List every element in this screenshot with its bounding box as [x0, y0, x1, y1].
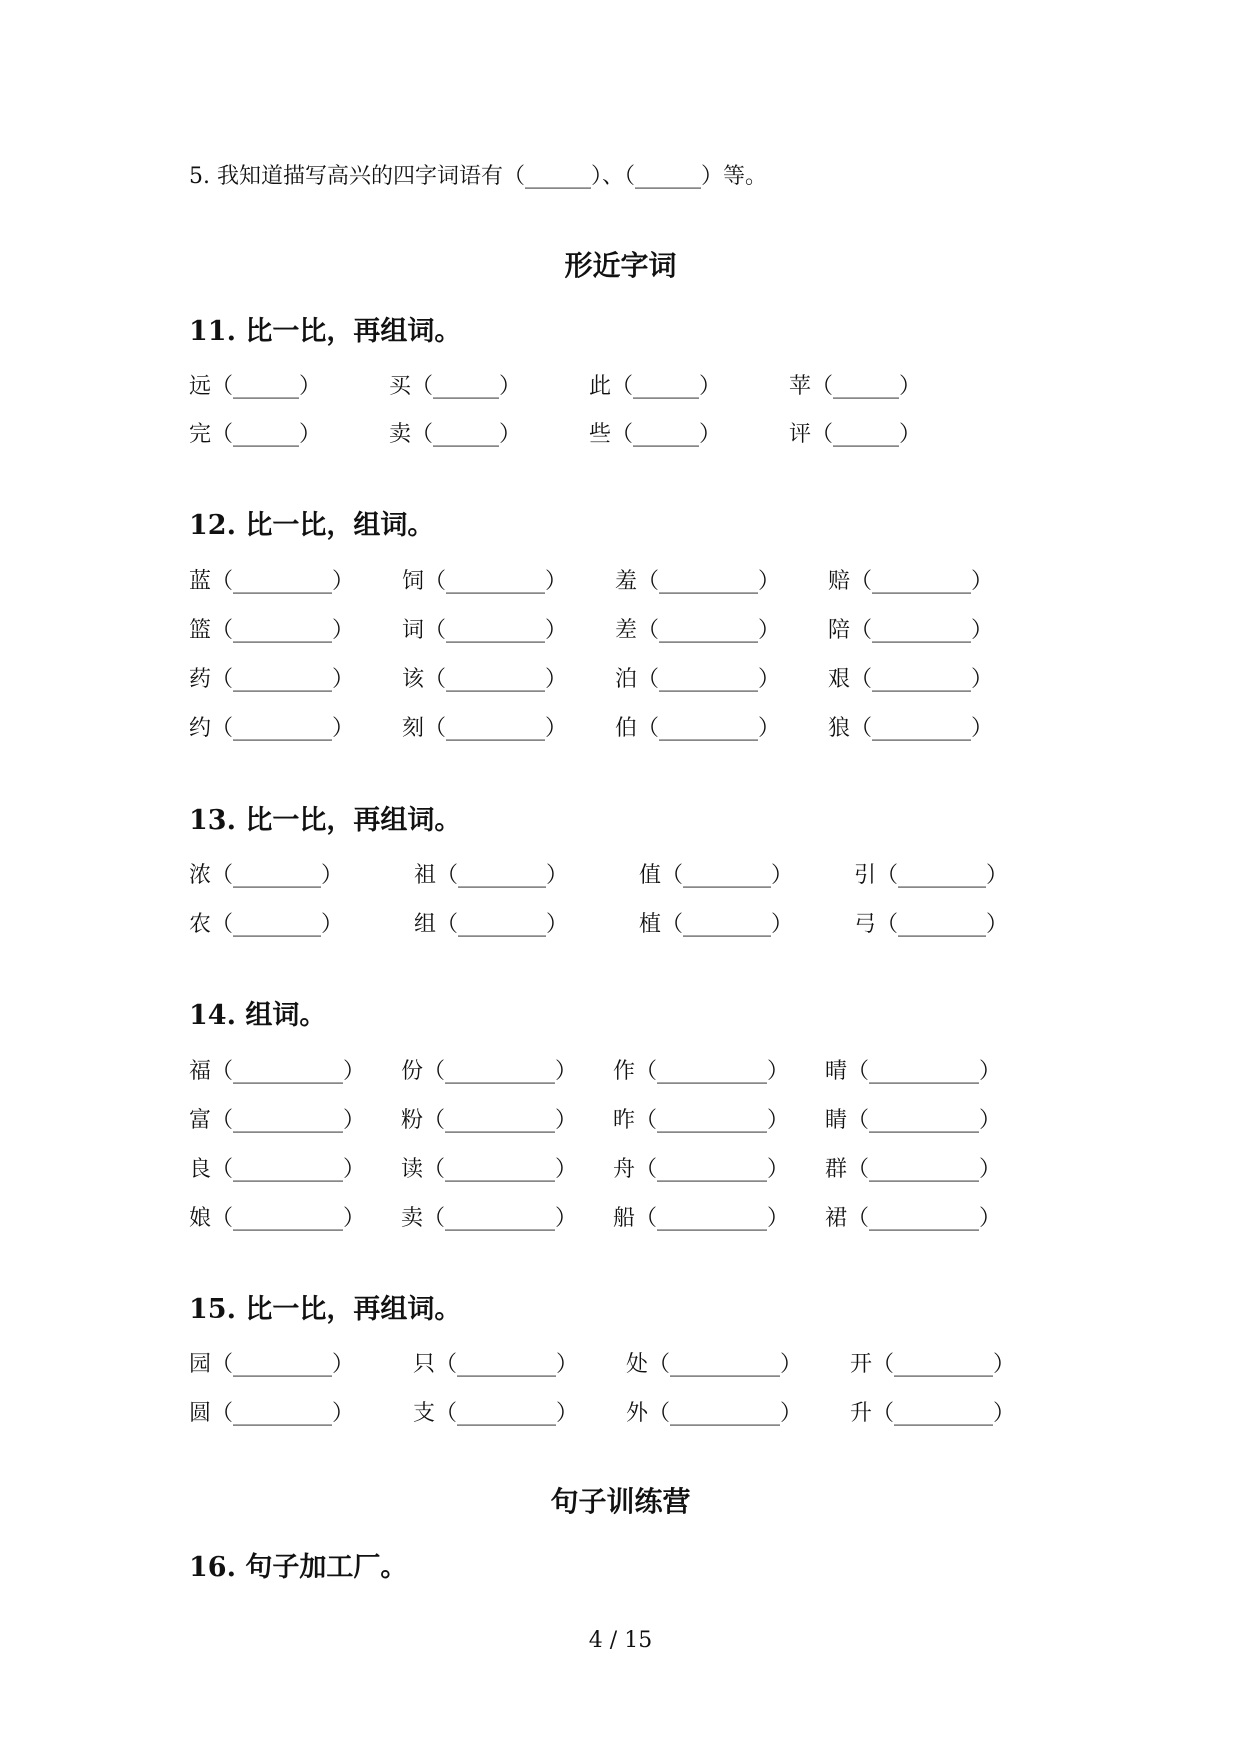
q13-cell[interactable]: 农（________）: [189, 912, 344, 937]
q12-cell[interactable]: 药（_________）: [189, 667, 355, 692]
q12-cell[interactable]: 词（_________）: [402, 618, 568, 643]
question-16-title: 16. 句子加工厂。: [189, 1552, 408, 1583]
q13-cell[interactable]: 弓（________）: [854, 912, 1009, 937]
q12-cell[interactable]: 陪（_________）: [828, 618, 994, 643]
q11-cell[interactable]: 完（______）: [189, 422, 322, 447]
section-title-similar-characters: 形近字词: [564, 249, 677, 282]
q14-cell[interactable]: 晴（__________）: [825, 1059, 1002, 1084]
q14-cell[interactable]: 福（__________）: [189, 1059, 366, 1084]
q13-cell[interactable]: 值（________）: [639, 863, 794, 888]
q12-cell[interactable]: 刻（_________）: [402, 716, 568, 741]
q15-cell[interactable]: 园（_________）: [189, 1352, 355, 1377]
q15-cell[interactable]: 处（__________）: [626, 1352, 803, 1377]
q14-cell[interactable]: 舟（__________）: [613, 1157, 790, 1182]
q15-cell[interactable]: 升（_________）: [850, 1401, 1016, 1426]
q12-cell[interactable]: 伯（_________）: [615, 716, 781, 741]
q12-cell[interactable]: 差（_________）: [615, 618, 781, 643]
question-5: 5. 我知道描写高兴的四字词语有（______）、（______）等。: [189, 164, 767, 189]
q14-cell[interactable]: 睛（__________）: [825, 1108, 1002, 1133]
q14-cell[interactable]: 粉（__________）: [401, 1108, 578, 1133]
q11-cell[interactable]: 此（______）: [589, 374, 722, 399]
section-title-sentence-training: 句子训练营: [550, 1485, 691, 1518]
q14-cell[interactable]: 份（__________）: [401, 1059, 578, 1084]
q12-cell[interactable]: 约（_________）: [189, 716, 355, 741]
q12-cell[interactable]: 艰（_________）: [828, 667, 994, 692]
q12-cell[interactable]: 狼（_________）: [828, 716, 994, 741]
question-11-title: 11. 比一比，再组词。: [189, 316, 462, 347]
q14-cell[interactable]: 作（__________）: [613, 1059, 790, 1084]
q13-cell[interactable]: 组（________）: [414, 912, 569, 937]
q12-cell[interactable]: 赔（_________）: [828, 569, 994, 594]
q15-cell[interactable]: 只（_________）: [413, 1352, 579, 1377]
q11-cell[interactable]: 买（______）: [389, 374, 522, 399]
q12-cell[interactable]: 羞（_________）: [615, 569, 781, 594]
q13-cell[interactable]: 引（________）: [854, 863, 1009, 888]
q15-cell[interactable]: 外（__________）: [626, 1401, 803, 1426]
q14-cell[interactable]: 娘（__________）: [189, 1206, 366, 1231]
q11-cell[interactable]: 远（______）: [189, 374, 322, 399]
q14-cell[interactable]: 群（__________）: [825, 1157, 1002, 1182]
q14-cell[interactable]: 船（__________）: [613, 1206, 790, 1231]
q12-cell[interactable]: 饲（_________）: [402, 569, 568, 594]
q11-cell[interactable]: 评（______）: [789, 422, 922, 447]
q12-cell[interactable]: 篮（_________）: [189, 618, 355, 643]
q14-cell[interactable]: 良（__________）: [189, 1157, 366, 1182]
q12-cell[interactable]: 蓝（_________）: [189, 569, 355, 594]
q15-cell[interactable]: 开（_________）: [850, 1352, 1016, 1377]
q14-cell[interactable]: 卖（__________）: [401, 1206, 578, 1231]
question-14-title: 14. 组词。: [189, 1000, 327, 1031]
q13-cell[interactable]: 浓（________）: [189, 863, 344, 888]
q13-cell[interactable]: 植（________）: [639, 912, 794, 937]
q14-cell[interactable]: 富（__________）: [189, 1108, 366, 1133]
q14-cell[interactable]: 昨（__________）: [613, 1108, 790, 1133]
q11-cell[interactable]: 卖（______）: [389, 422, 522, 447]
q13-cell[interactable]: 祖（________）: [414, 863, 569, 888]
q12-cell[interactable]: 泊（_________）: [615, 667, 781, 692]
q11-cell[interactable]: 苹（______）: [789, 374, 922, 399]
q12-cell[interactable]: 该（_________）: [402, 667, 568, 692]
question-13-title: 13. 比一比，再组词。: [189, 805, 462, 836]
q11-cell[interactable]: 些（______）: [589, 422, 722, 447]
q15-cell[interactable]: 圆（_________）: [189, 1401, 355, 1426]
question-12-title: 12. 比一比，组词。: [189, 510, 435, 541]
page-number: 4 / 15: [588, 1628, 653, 1653]
question-15-title: 15. 比一比，再组词。: [189, 1294, 462, 1325]
q15-cell[interactable]: 支（_________）: [413, 1401, 579, 1426]
q14-cell[interactable]: 读（__________）: [401, 1157, 578, 1182]
q14-cell[interactable]: 裙（__________）: [825, 1206, 1002, 1231]
